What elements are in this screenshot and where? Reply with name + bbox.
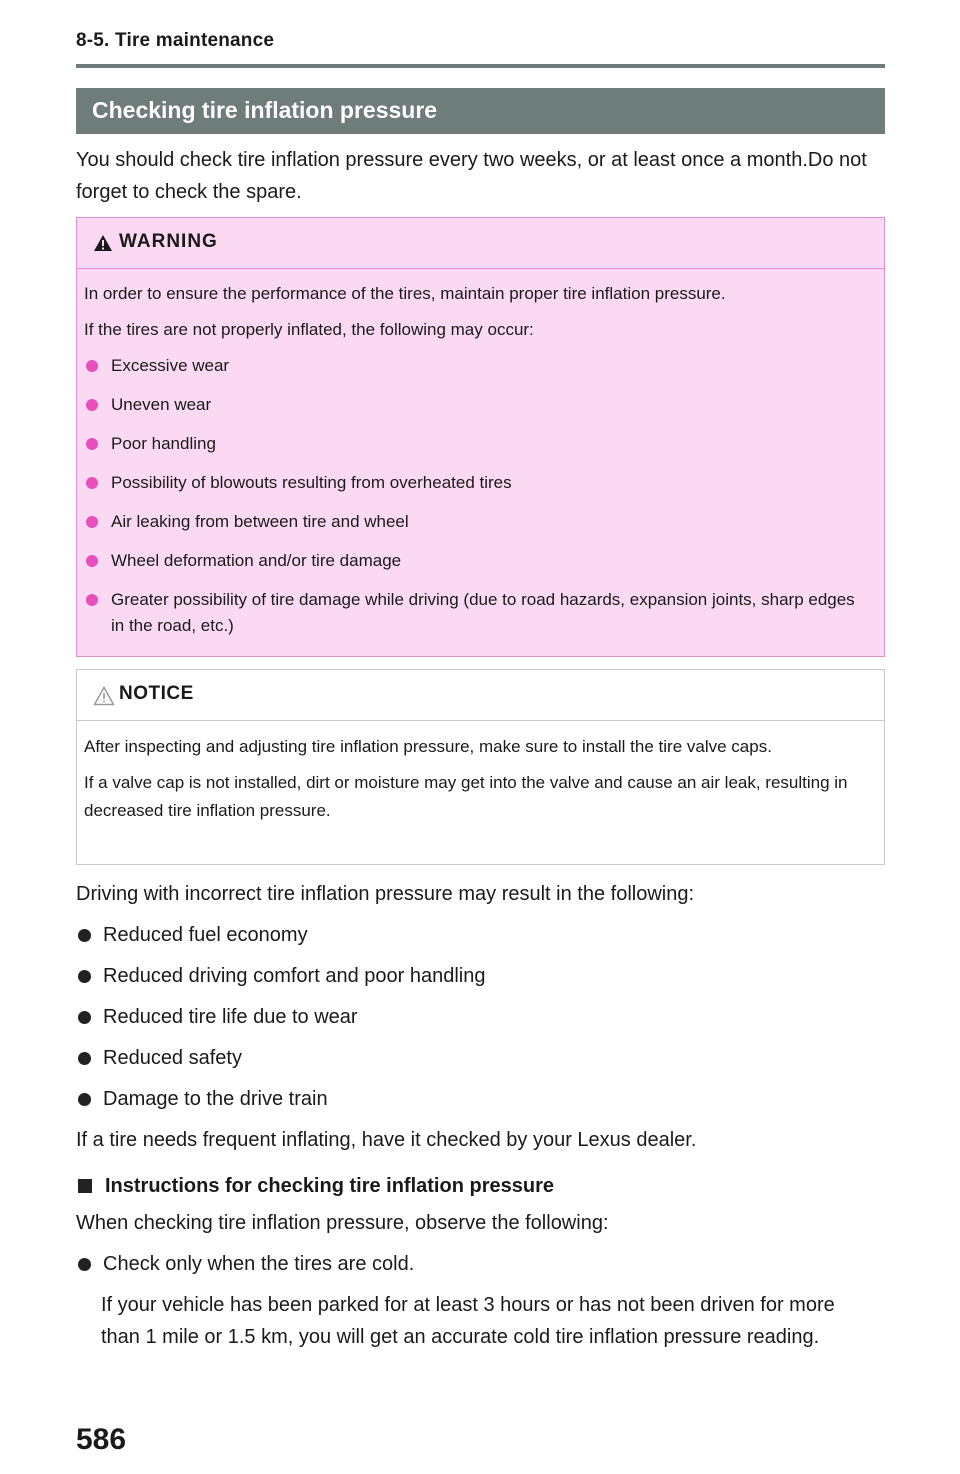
warning-list-item: [84, 470, 870, 496]
effects-item-text: Damage to the drive train: [103, 1088, 328, 1110]
intro-paragraph: You should check tire inflation pressure every two weeks, or at least once a month.Do not forget to check the spare.: [76, 149, 867, 203]
instructions-intro: When checking tire inflation pressure, observe the following:: [76, 1212, 609, 1234]
effects-list-item: [76, 1001, 876, 1042]
warning-list-item: [84, 353, 870, 379]
warning-list-item: [84, 509, 870, 535]
bullet-icon: [86, 399, 98, 411]
notice-body: [77, 721, 884, 825]
warning-label: WARNING: [119, 231, 218, 252]
effects-list-item: [76, 919, 876, 960]
warning-box: [76, 217, 885, 657]
instructions-list-item: [76, 1248, 876, 1289]
notice-triangle-icon: [93, 686, 115, 706]
effects-list-item: [76, 1083, 876, 1124]
warning-header: [77, 218, 884, 269]
section-title: Checking tire inflation pressure: [92, 97, 438, 123]
warning-triangle-icon: [93, 234, 113, 252]
effects-item-text: Reduced tire life due to wear: [103, 1006, 358, 1028]
bullet-icon: [78, 1258, 91, 1271]
warning-list-item: [84, 392, 870, 418]
bullet-icon: [86, 594, 98, 606]
header-rule: [76, 64, 885, 68]
warning-paragraph: In order to ensure the performance of the tires, maintain proper tire inflation pressure.: [84, 284, 726, 303]
bullet-icon: [78, 970, 91, 983]
effects-item-text: Reduced driving comfort and poor handling: [103, 965, 486, 987]
notice-header: [77, 670, 884, 721]
instructions-heading: [76, 1165, 876, 1207]
instructions-heading-text: Instructions for checking tire inflation pressure: [105, 1175, 554, 1197]
effects-list-item: [76, 1042, 876, 1083]
warning-list-item: [84, 431, 870, 457]
notice-paragraph: If a valve cap is not installed, dirt or moisture may get into the valve and cause an air leak, resulting in decreased tire inflation pressure.: [84, 773, 848, 820]
bullet-icon: [78, 1011, 91, 1024]
square-bullet-icon: [78, 1179, 92, 1193]
effects-item-text: Reduced safety: [103, 1047, 242, 1069]
notice-label: NOTICE: [119, 683, 194, 704]
effects-list-item: [76, 960, 876, 1001]
bullet-icon: [78, 1052, 91, 1065]
warning-item-text: Excessive wear: [111, 356, 230, 375]
bullet-icon: [78, 1093, 91, 1106]
warning-paragraph: If the tires are not properly inflated, the following may occur:: [84, 320, 534, 339]
bullet-icon: [78, 929, 91, 942]
warning-item-text: Possibility of blowouts resulting from overheated tires: [111, 473, 512, 492]
section-title-bar: [76, 88, 885, 134]
bullet-icon: [86, 516, 98, 528]
bullet-icon: [86, 438, 98, 450]
warning-item-text: Wheel deformation and/or tire damage: [111, 551, 402, 570]
effects-outro: If a tire needs frequent inflating, have it checked by your Lexus dealer.: [76, 1129, 697, 1151]
page-number: 586: [76, 1423, 127, 1456]
warning-list-item: [84, 587, 870, 639]
warning-body: [77, 269, 884, 639]
warning-item-text: Poor handling: [111, 434, 216, 453]
effects-item-text: Reduced fuel economy: [103, 924, 308, 946]
section-label: 8-5. Tire maintenance: [76, 30, 275, 51]
warning-list-item: [84, 548, 870, 574]
warning-item-text: Uneven wear: [111, 395, 212, 414]
main-content: [76, 878, 876, 1353]
instructions-item-text: Check only when the tires are cold.: [103, 1253, 415, 1275]
bullet-icon: [86, 360, 98, 372]
notice-paragraph: After inspecting and adjusting tire inflation pressure, make sure to install the tire valve caps.: [84, 737, 772, 756]
instructions-detail: If your vehicle has been parked for at least 3 hours or has not been driven for more than 1 mile or 1.5 km, you will get an accurate cold tire inflation pressure reading.: [101, 1294, 835, 1348]
warning-item-text: Greater possibility of tire damage while driving (due to road hazards, expansion joints, sharp edges in the road, etc.): [111, 590, 855, 635]
effects-intro: Driving with incorrect tire inflation pressure may result in the following:: [76, 883, 695, 905]
bullet-icon: [86, 555, 98, 567]
bullet-icon: [86, 477, 98, 489]
warning-item-text: Air leaking from between tire and wheel: [111, 512, 409, 531]
notice-box: [76, 669, 885, 865]
